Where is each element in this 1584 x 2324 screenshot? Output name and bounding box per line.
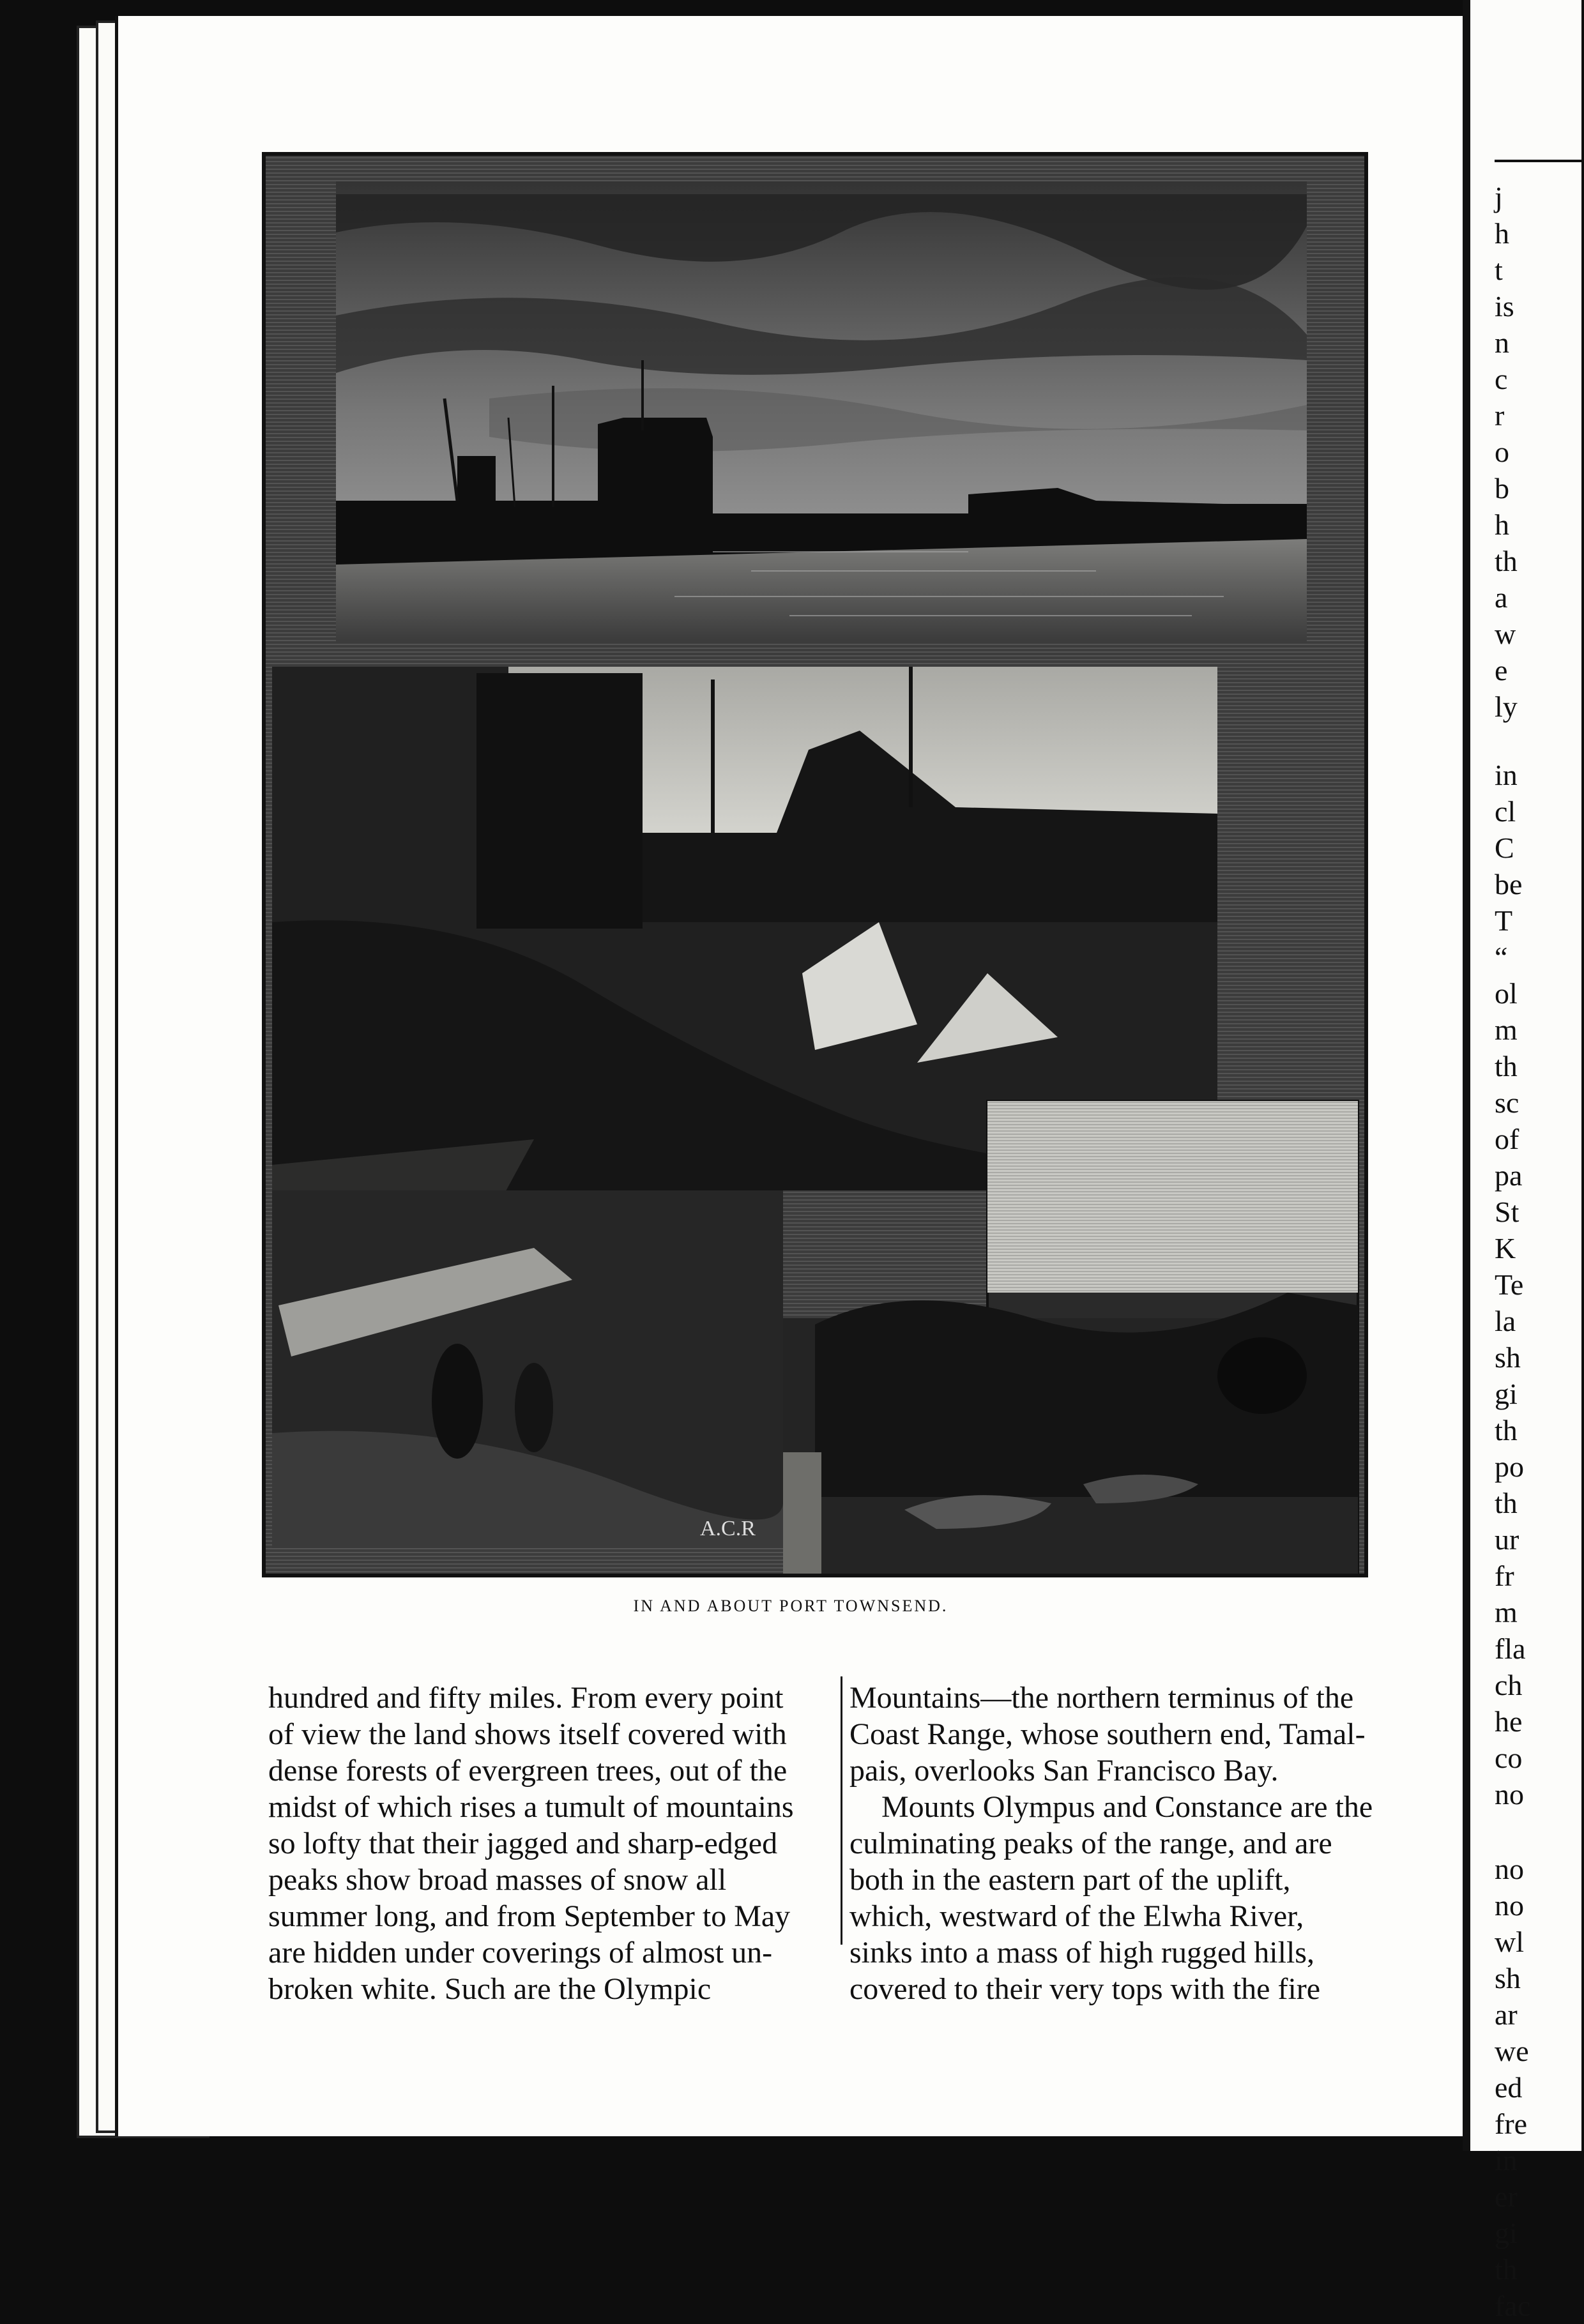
right-page-fragment: ur [1495, 1523, 1519, 1556]
panel-street [272, 1190, 783, 1548]
right-page-fragment: gi [1495, 1378, 1518, 1410]
right-page-fragment: th [1495, 1487, 1518, 1519]
right-page-fragment: wl [1495, 1925, 1524, 1958]
right-page-fragment: m [1495, 1596, 1518, 1629]
text-line-left: are hidden under coverings of almost un- [268, 1936, 773, 1970]
text-line-right: Coast Range, whose southern end, Tamal- [849, 1717, 1366, 1751]
right-page-fragment: pa [1495, 1159, 1523, 1192]
right-page-fragment: he [1495, 1705, 1523, 1738]
right-page-fragment: th [1495, 1050, 1518, 1082]
right-page-fragment: w [1495, 618, 1516, 650]
text-line-left: of view the land shows itself covered with [268, 1717, 787, 1751]
right-page-fragment: r [1495, 399, 1505, 432]
right-page-fragment: la [1495, 1305, 1516, 1337]
text-column-left [268, 1680, 830, 2007]
right-page-fragment: Te [1495, 1268, 1524, 1301]
right-page-fragment: be [1495, 868, 1523, 900]
panel-harbor-night [336, 181, 1307, 641]
right-page-fragment: fre [1495, 2108, 1528, 2140]
right-page-fragment: gi [1495, 2217, 1518, 2249]
right-page-fragment: is [1495, 290, 1514, 323]
right-page-fragment: c [1495, 363, 1508, 395]
right-page-fragment: th [1495, 2253, 1518, 2286]
right-page-fragment: cl [1495, 795, 1516, 828]
right-page-fragment: “ [1495, 941, 1508, 973]
text-line-right: covered to their very tops with the fire [849, 1972, 1321, 2006]
right-page-fragment: sh [1495, 1341, 1521, 1374]
text-line-left: summer long, and from September to May [268, 1899, 791, 1933]
right-page-fragment: K [1495, 1232, 1516, 1265]
right-page-fragment: in [1495, 759, 1518, 791]
text-line-left: midst of which rises a tumult of mountains [268, 1790, 794, 1824]
right-page-fragment: j [1495, 181, 1503, 213]
right-page-fragment: St [1495, 1196, 1519, 1228]
text-line-right: both in the eastern part of the uplift, [849, 1863, 1291, 1897]
right-page-fragment: er [1495, 2180, 1518, 2213]
right-page-fragment: th [1495, 1414, 1518, 1447]
right-page-fragment: th [1495, 545, 1518, 577]
right-page-fragment: o [1495, 436, 1509, 468]
right-page-fragment: no [1495, 1853, 1524, 1885]
right-page-fragment: no [1495, 1778, 1524, 1811]
right-page-fragment: po [1495, 1450, 1524, 1483]
right-page-fragment: sc [1495, 1086, 1519, 1119]
text-line-left: hundred and fifty miles. From every point [268, 1681, 784, 1715]
text-line-left: peaks show broad masses of snow all [268, 1863, 727, 1897]
right-page-fragment: m [1495, 1014, 1518, 1046]
right-page-fragment: fac [1495, 2290, 1531, 2322]
artist-signature: A.C.R [700, 1517, 756, 1540]
engraving-illustration [266, 156, 1364, 1574]
right-page-fragment: fr [1495, 1560, 1514, 1592]
right-page-fragment: n [1495, 326, 1509, 359]
right-page-fragment: ly [1495, 690, 1518, 723]
right-page-fragment: t [1495, 254, 1503, 286]
right-page-fragment: e [1495, 654, 1508, 687]
illustration-caption: IN AND ABOUT PORT TOWNSEND. [633, 1597, 948, 1615]
text-line-right: Mountains—the northern terminus of the [849, 1681, 1354, 1715]
right-page-fragment: a [1495, 581, 1508, 614]
illustration-port-townsend [262, 152, 1368, 1577]
right-page-fragment: in [1495, 2144, 1518, 2176]
right-page-fragment: h [1495, 508, 1509, 541]
right-page-fragment: fla [1495, 1632, 1526, 1665]
right-page-fragment: T [1495, 904, 1513, 937]
column-divider [841, 1676, 842, 1945]
right-page-fragment: sh [1495, 1962, 1521, 1994]
right-page-fragment: no [1495, 1889, 1524, 1922]
right-page [1469, 0, 1581, 2322]
right-page-fragment: b [1495, 472, 1509, 505]
text-line-left: dense forests of evergreen trees, out of the [268, 1754, 788, 1788]
right-page-fragment: ch [1495, 1669, 1523, 1701]
right-page-fragment: co [1495, 1742, 1523, 1774]
text-line-right: pais, overlooks San Francisco Bay. [849, 1754, 1279, 1788]
right-page-fragment: C [1495, 832, 1514, 864]
text-column-right [849, 1680, 1412, 2007]
text-line-left: broken white. Such are the Olympic [268, 1972, 712, 2006]
page-gutter [1463, 0, 1470, 2151]
text-line-left: so lofty that their jagged and sharp-edged [268, 1827, 778, 1860]
text-line-right: sinks into a mass of high rugged hills, [849, 1936, 1314, 1970]
right-page-rule [1495, 160, 1584, 162]
right-page-fragment: ar [1495, 1998, 1518, 2031]
right-page-fragment: of [1495, 1123, 1519, 1155]
text-line-right: Mounts Olympus and Constance are the [881, 1790, 1373, 1824]
text-line-right: which, westward of the Elwha River, [849, 1899, 1304, 1933]
right-page-fragment: h [1495, 217, 1509, 250]
right-page-fragment: we [1495, 2035, 1529, 2067]
right-page-fragment: ol [1495, 977, 1518, 1010]
right-page-fragment: ed [1495, 2071, 1523, 2104]
text-line-right: culminating peaks of the range, and are [849, 1827, 1332, 1860]
